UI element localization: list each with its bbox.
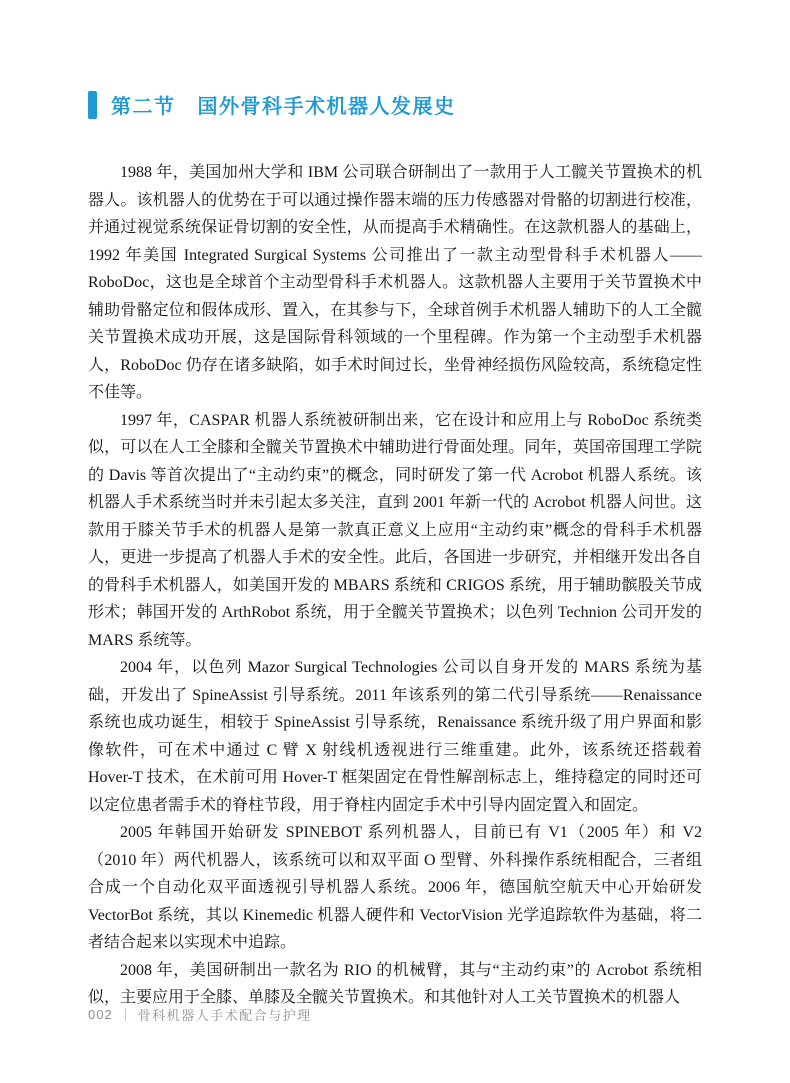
book-title: 骨科机器人手术配合与护理: [137, 1008, 312, 1023]
paragraph-2008-rio: 2008 年，美国研制出一款名为 RIO 的机械臂，其与“主动约束”的 Acrobot 系统相似，主要应用于全膝、单膝及全髋关节置换术。和其他针对人工关节置换术的机器人: [88, 961, 702, 1006]
paragraph-2004-spineassist: 2004 年，以色列 Mazor Surgical Technologies 公司以自身开发的 MARS 系统为基础，开发出了 SpineAssist 引导系统。2011 年该系列的第二代引导系统——Renaissance 系统也成功诞生，相较于 SpineAssist 引导系统，Renaissance 系统升级了用户界面和影像软件，可在术中通过 C 臂 X 射线机透视进行三维重建。此外，该系统还搭载着 Hover-T 技术，在术前可用 Hover-T 框架固定在骨性解剖标志上，维持稳定的同时还可以定位患者需手术的脊柱节段，用于脊柱内固定手术中引导内固定置入和固定。: [88, 659, 702, 814]
paragraph-1997-caspar-acrobot: 1997 年，CASPAR 机器人系统被研制出来，它在设计和应用上与 RoboDoc 系统类似，可以在人工全膝和全髋关节置换术中辅助进行骨面处理。同年，英国帝国理工学院的 Davis 等首次提出了“主动约束”的概念，同时研发了第一代 Acrobot 机器人系统。该机器人手术系统当时并未引起太多关注，直到 2001 年新一代的 Acrobot 机器人问世。这款用于膝关节手术的机器人是第一款真正意义上应用“主动约束”概念的骨科手术机器人，更进一步提高了机器人手术的安全性。此后，各国进一步研究，并相继开发出各自的骨科手术机器人，如美国开发的 MBARS 系统和 CRIGOS 系统，用于辅助髌股关节成形术；韩国开发的 ArthRobot 系统，用于全髋关节置换术；以色列 Technion 公司开发的 MARS 系统等。: [88, 411, 702, 649]
page-number: 002: [88, 1007, 113, 1022]
paragraph-1988-robodoc: 1988 年，美国加州大学和 IBM 公司联合研制出了一款用于人工髋关节置换术的机器人。该机器人的优势在于可以通过操作器末端的压力传感器对骨骼的切割进行校准，并通过视觉系统保证骨切割的安全性，从而提高手术精确性。在这款机器人的基础上，1992 年美国 Integrated Surgical Systems 公司推出了一款主动型骨科手术机器人——RoboDoc，这也是全球首个主动型骨科手术机器人。这款机器人主要用于关节置换术中辅助骨骼定位和假体成形、置入，在其参与下，全球首例手术机器人辅助下的人工全髋关节置换术成功开展，这是国际骨科领域的一个里程碑。作为第一个主动型手术机器人，RoboDoc 仍存在诸多缺陷，如手术时间过长，坐骨神经损伤风险较高，系统稳定性不佳等。: [88, 164, 702, 401]
header-accent-bar: [88, 91, 97, 119]
footer-divider: [125, 1008, 126, 1021]
section-label: 第二节: [111, 96, 176, 118]
body-text: [88, 159, 702, 1012]
page-footer: [88, 1005, 312, 1024]
section-header: [88, 90, 456, 119]
paragraph-2005-spinebot-vectorbot: 2005 年韩国开始研发 SPINEBOT 系列机器人，目前已有 V1（2005 年）和 V2（2010 年）两代机器人，该系统可以和双平面 O 型臂、外科操作系统相配合，三者组合成一个自动化双平面透视引导机器人系统。2006 年，德国航空航天中心开始研发 VectorBot 系统，其以 Kinemedic 机器人硬件和 VectorVision 光学追踪软件为基础，将二者结合起来以实现术中追踪。: [88, 824, 702, 951]
section-title: 国外骨科手术机器人发展史: [197, 96, 456, 118]
